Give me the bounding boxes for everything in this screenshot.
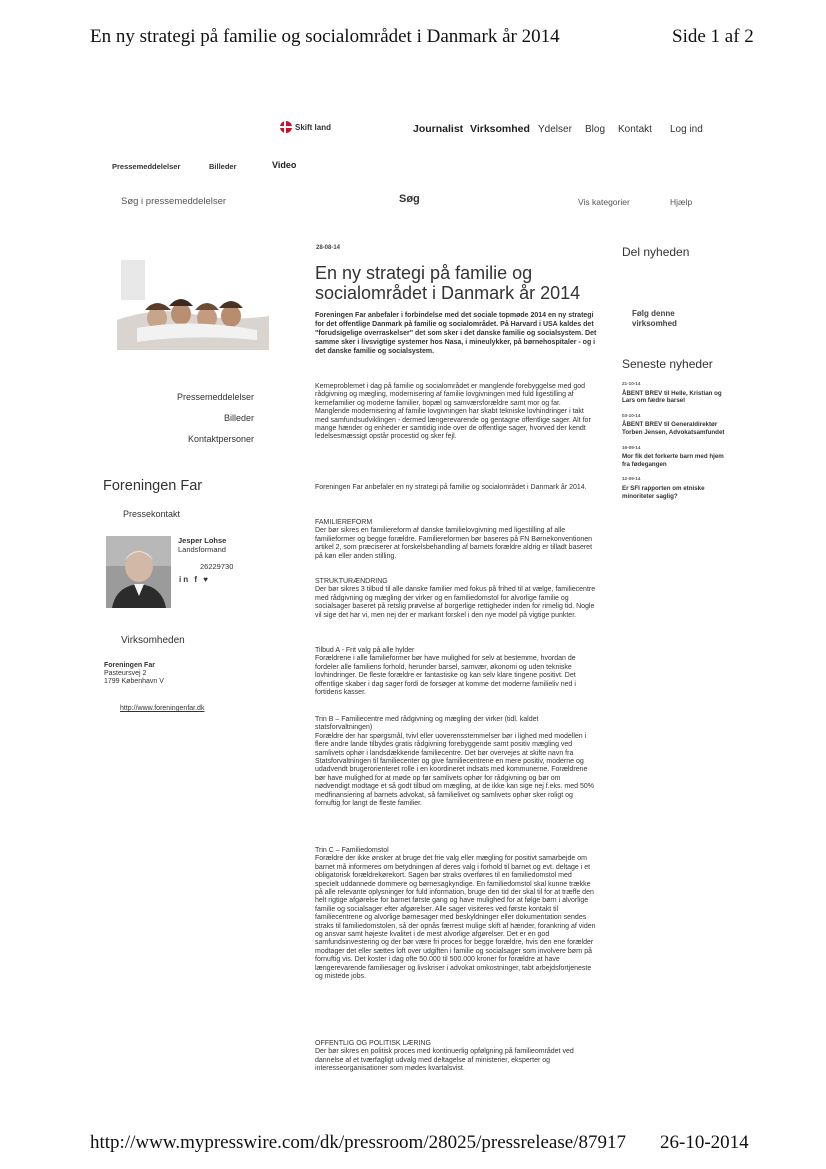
- show-categories-link[interactable]: Vis kategorier: [578, 197, 630, 207]
- article-section-offentlig-laering: OFFENTLIG OG POLITISK LÆRING Der bør sikres en politisk proces med kontinuerlig opfølgning på familieområdet ved dannelse af et tværfagligt udvalg med deltagelse af ministerier, eksperter og interesseorganisationer som mødes kvartalsvist.: [315, 1040, 574, 1073]
- print-footer-url: http://www.mypresswire.com/dk/pressroom/28025/pressrelease/87917: [90, 1132, 626, 1153]
- nav-journalist[interactable]: Journalist: [413, 123, 464, 135]
- print-footer-date: 26-10-2014: [660, 1132, 749, 1153]
- nav-blog[interactable]: Blog: [585, 124, 606, 135]
- organization-name: Foreningen Far: [103, 478, 203, 494]
- news-date: 03-10-14: [622, 412, 641, 418]
- sidebar-kontaktpersoner[interactable]: Kontaktpersoner: [187, 434, 254, 444]
- search-button[interactable]: Søg: [399, 193, 420, 205]
- address-city: 1799 København V: [104, 678, 164, 685]
- social-links[interactable]: in f ♥: [179, 575, 210, 584]
- article-section-tilbud-a: Tilbud A - Frit valg på alle hylder Forældrene i alle familieformer bør have mulighed for selv at bestemme, hvordan de fordeler alle familiens forhold, herunder barsel, samvær, økonomi og uden tekniske lovhindringer. De fleste forældre er fantastiske og kan selv klare tingene positivt. Det offentlige skaber i dag sager fordi de forsøger at komme det moderne familieliv ned i fortidens kasser.: [315, 647, 576, 697]
- help-link[interactable]: Hjælp: [670, 197, 693, 207]
- article-lead: Foreningen Far anbefaler i forbindelse med det sociale topmøde 2014 en ny strategi for det offentlige Danmark på familie og socialområdet. På Harvard i USA kaldes det "forudsigelige overraskelser" det som sker i det danske familie og socialsystem. Det samme sker i livsvigtige systemer hos Nasa, i mineulykker, på børnehospitaler - og i det danske familie og socialsystem.: [315, 312, 597, 355]
- article-date: 28-08-14: [316, 245, 341, 251]
- contact-phone: 26229730: [200, 562, 234, 571]
- print-header-page-number: Side 1 af 2: [672, 26, 754, 47]
- article-section-strukturaendring: STRUKTURÆNDRING Der bør sikres 3 tilbud til alle danske familier med fokus på frihed til at vælge, familiecentre med rådgivning og mægling der virker og en familiedomstol for alvorlige familie og socialsager baseret på retslig prøvelse af borgerlige rettigheder inden for rimelig tid. Nogle vil sige det har vi, men nej der er markant forskel i den nye model på vigtige punkter.: [315, 578, 596, 619]
- nav-log-ind[interactable]: Log ind: [670, 124, 703, 135]
- tab-pressemeddelelser[interactable]: Pressemeddelelser: [112, 162, 181, 171]
- news-title[interactable]: Er SFI rapporten om etniske minoriteter saglig?: [622, 484, 705, 500]
- sidebar-pressemeddelelser[interactable]: Pressemeddelelser: [176, 392, 254, 402]
- list-item[interactable]: [622, 475, 732, 500]
- print-header-title: En ny strategi på familie og socialområdet i Danmark år 2014: [90, 26, 560, 47]
- news-date: 16-09-14: [622, 444, 641, 450]
- change-country-label: Skift land: [295, 122, 332, 132]
- nav-virksomhed[interactable]: Virksomhed: [470, 123, 530, 135]
- list-item[interactable]: [622, 444, 732, 469]
- news-date: 12-09-14: [622, 476, 641, 482]
- contact-title: Landsformand: [178, 545, 226, 554]
- article-section-trin-b: Trin B – Familiecentre med rådgivning og mægling der virker (tidl. kaldet statsforvaltningen) Forældre der har spørgsmål, tvivl eller uoverensstemmelser bør i lighed med modellen i flere andre lande tilbydes gratis rådgivning forebyggende samt positiv mægling ved samlivets ophør i landsdækkende familiecentre. Det bør overvejes at skifte navn fra Statsforvaltningen til familiecenter og give familiecentrene en mere positiv, moderne og udadvendt brugerorienteret rolle i en koordineret indsats med kommunerne. Forældrene bør have mulighed for at møde op før samlivets ophør for rådgivning og bør om nødvendigt modtage et så godt tilbud om mægling, at de ikke kan sige nej f.eks. med 50% medfinansiering af barnets advokat, så familielivet og samlivets ophør sker roligt og fornuftig for langt de fleste familier.: [315, 716, 594, 808]
- news-title[interactable]: Mor fik det forkerte barn med hjem fra fødegangen: [622, 453, 724, 468]
- article-paragraph: Kerneproblemet i dag på familie og socialområdet er manglende forebyggelse med god rådgivning og mægling, modernisering af familie lovgivningen med fuld ligestilling af kernefamilier og moderne familier, bopæl og samværsforældre samt mor og far. Manglende modernisering af familie lovgivningen har skabt tekniske lovhindringer i takt med samfundsudviklingen - dermed længerevarende og gentagne offentlige sager. Alt for mange hænder og enheder er samtidig inde over de offentlige sager, hvorved der kendt ledelsesmæssigt opstår procestid og sker fejl.: [315, 383, 591, 441]
- article-title: En ny strategi på familie og socialområdet i Danmark år 2014: [315, 263, 581, 303]
- company-address: [104, 662, 164, 686]
- search-press-releases-input[interactable]: Søg i pressemeddelelser: [121, 196, 227, 207]
- follow-company-link[interactable]: Følg denne virksomhed: [632, 309, 677, 328]
- tab-billeder[interactable]: Billeder: [209, 162, 237, 171]
- company-heading: Virksomheden: [121, 635, 185, 646]
- nav-ydelser[interactable]: Ydelser: [538, 124, 572, 135]
- sidebar-billeder[interactable]: Billeder: [223, 413, 254, 423]
- press-contact-heading: Pressekontakt: [123, 509, 181, 519]
- news-date: 21-10-14: [622, 381, 641, 386]
- latest-news-heading: Seneste nyheder: [622, 357, 713, 371]
- article-section-familiereform: FAMILIEREFORM Der bør sikres en familiereform af danske familielovgivning med ligestilling af alle familieformer og begge forældre. Familiereformen bør baseres på FN Børnekonventionen artikel 2, som præciserer at forskelsbehandling af barnets forældre aldrig er tilladt baseret på køn eller anden stilling.: [315, 519, 593, 560]
- company-website-link[interactable]: http://www.foreningenfar.dk: [120, 705, 205, 712]
- address-name: Foreningen Far: [104, 662, 155, 669]
- nav-kontakt[interactable]: Kontakt: [618, 124, 652, 135]
- share-news-heading[interactable]: Del nyheden: [622, 245, 690, 259]
- article-paragraph: Foreningen Far anbefaler en ny strategi på familie og socialområdet i Danmark år 2014.: [315, 484, 587, 491]
- news-title[interactable]: ÅBENT BREV til Helle, Kristian og Lars om fædre barsel: [622, 389, 722, 405]
- contact-name: Jesper Lohse: [178, 536, 227, 545]
- list-item[interactable]: [622, 380, 732, 405]
- article-section-trin-c: Trin C – Familiedomstol Forældre der ikke ønsker at bruge det frie valg eller mægling for positivt samarbejde om barnet må informeres om betydningen af deres valg i forhold til barnet og evt. deltage i et obligatorisk forældrekørekort. Sagen bør straks overføres til en familiedomstol med specielt uddannede dommere og børnesagkyndige. En familiedomstol skal kunne trække på alle relevante oplysninger for fuld information, bruge den tid der skal til for at træffe den helt rigtige afgørelse for barnet første gang og have mulighed for at følge børn i alvorlige familie og socialsager efter afgørelser. Alle sager visiteres ved første kontakt til familiecentrene og alvorlige børnesager med beskyldninger eller dokumentation sendes straks til familiedomstolen, så der opnås færrest mulige skift af hænder, forankring af viden og ansvar samt højeste kvalitet i de mest alvorlige afgørelser. Det er en god samfundsinvestering og der bør være fri proces for begge forældre, hvis den ene forælder modtager det eller sættes loft over udgiften i familie og socialsager som involvere børn på fornuftig vis. Det koster i dag ofte 50.000 til 500.000 kroner for forældre at have længerevarende familiesager og livskriser i advokat omkostninger, tabt arbejdsfortjeneste og mistede jobs.: [315, 847, 596, 981]
- latest-news-list: [622, 380, 732, 507]
- change-country-button[interactable]: [280, 121, 331, 133]
- list-item[interactable]: [622, 412, 732, 437]
- tab-video[interactable]: Video: [272, 160, 297, 170]
- address-street: Pasteursvej 2: [104, 670, 147, 677]
- company-banner-image: [117, 258, 269, 350]
- contact-photo: [106, 536, 171, 608]
- news-title[interactable]: ÅBENT BREV til Generaldirektør Torben Jensen, Advokatsamfundet: [622, 421, 725, 436]
- danish-flag-icon: [280, 121, 292, 133]
